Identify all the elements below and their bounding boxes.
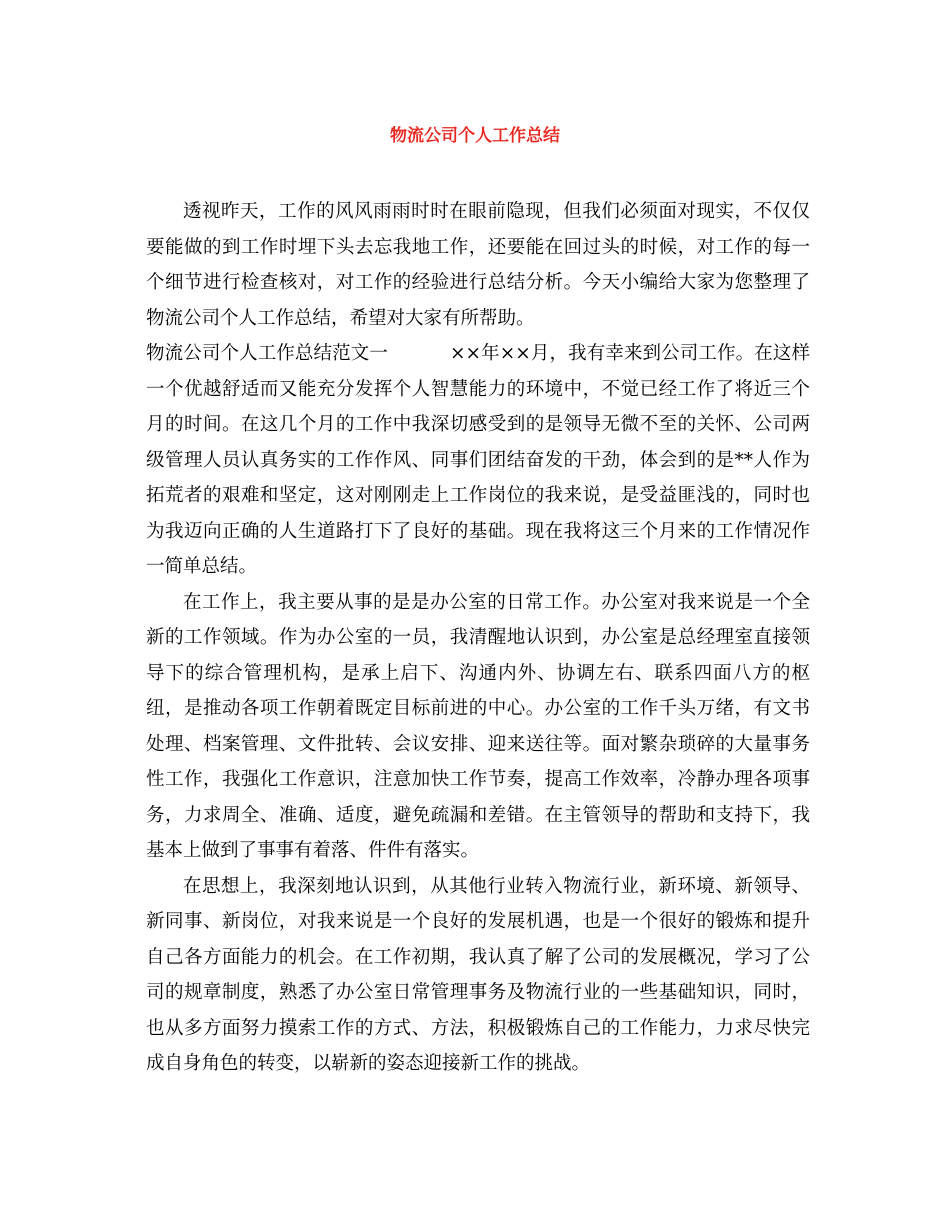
document-body bbox=[146, 194, 810, 1082]
paragraph-thought: 在思想上，我深刻地认识到，从其他行业转入物流行业，新环境、新领导、新同事、新岗位，对我来说是一个良好的发展机遇，也是一个很好的锻炼和提升自己各方面能力的机会。在工作初期，我认真了解了公司的发展概况，学习了公司的规章制度，熟悉了办公室日常管理事务及物流行业的一些基础知识，同时，也从多方面努力摸索工作的方式、方法，积极锻炼自己的工作能力，力求尽快完成自身角色的转变，以崭新的姿态迎接新工作的挑战。 bbox=[146, 875, 810, 1074]
document-title: 物流公司个人工作总结 bbox=[390, 126, 560, 146]
paragraph-work: 在工作上，我主要从事的是是办公室的日常工作。办公室对我来说是一个全新的工作领域。作为办公室的一员，我清醒地认识到，办公室是总经理室直接领导下的综合管理机构，是承上启下、沟通内外、协调左右、联系四面八方的枢纽，是推动各项工作朝着既定目标前进的中心。办公室的工作千头万绪，有文书处理、档案管理、文件批转、会议安排、迎来送往等。面对繁杂琐碎的大量事务性工作，我强化工作意识，注意加快工作节奏，提高工作效率，冷静办理各项事务，力求周全、准确、适度，避免疏漏和差错。在主管领导的帮助和支持下，我基本上做到了事事有着落、件件有落实。 bbox=[146, 591, 810, 861]
paragraph-sample-one bbox=[146, 336, 810, 585]
sample-label: 物流公司个人工作总结范文一 bbox=[146, 343, 389, 364]
paragraph-intro: 透视昨天，工作的风风雨雨时时在眼前隐现，但我们必须面对现实，不仅仅要能做的到工作时埋下头去忘我地工作，还要能在回过头的时候，对工作的每一个细节进行检查核对，对工作的经验进行总结分析。今天小编给大家为您整理了物流公司个人工作总结，希望对大家有所帮助。 bbox=[146, 201, 810, 329]
sample-continuation: 一个优越舒适而又能充分发挥个人智慧能力的环境中，不觉已经工作了将近三个月的时间。在这几个月的工作中我深切感受到的是领导无微不至的关怀、公司两级管理人员认真务实的工作作风、同事们团结奋发的干劲，体会到的是**人作为拓荒者的艰难和坚定，这对刚刚走上工作岗位的我来说，是受益匪浅的，同时也为我迈向正确的人生道路打下了良好的基础。现在我将这三个月来的工作情况作一简单总结。 bbox=[146, 378, 810, 577]
sample-lead: ××年××月，我有幸来到公司工作。在这样 bbox=[450, 343, 810, 364]
